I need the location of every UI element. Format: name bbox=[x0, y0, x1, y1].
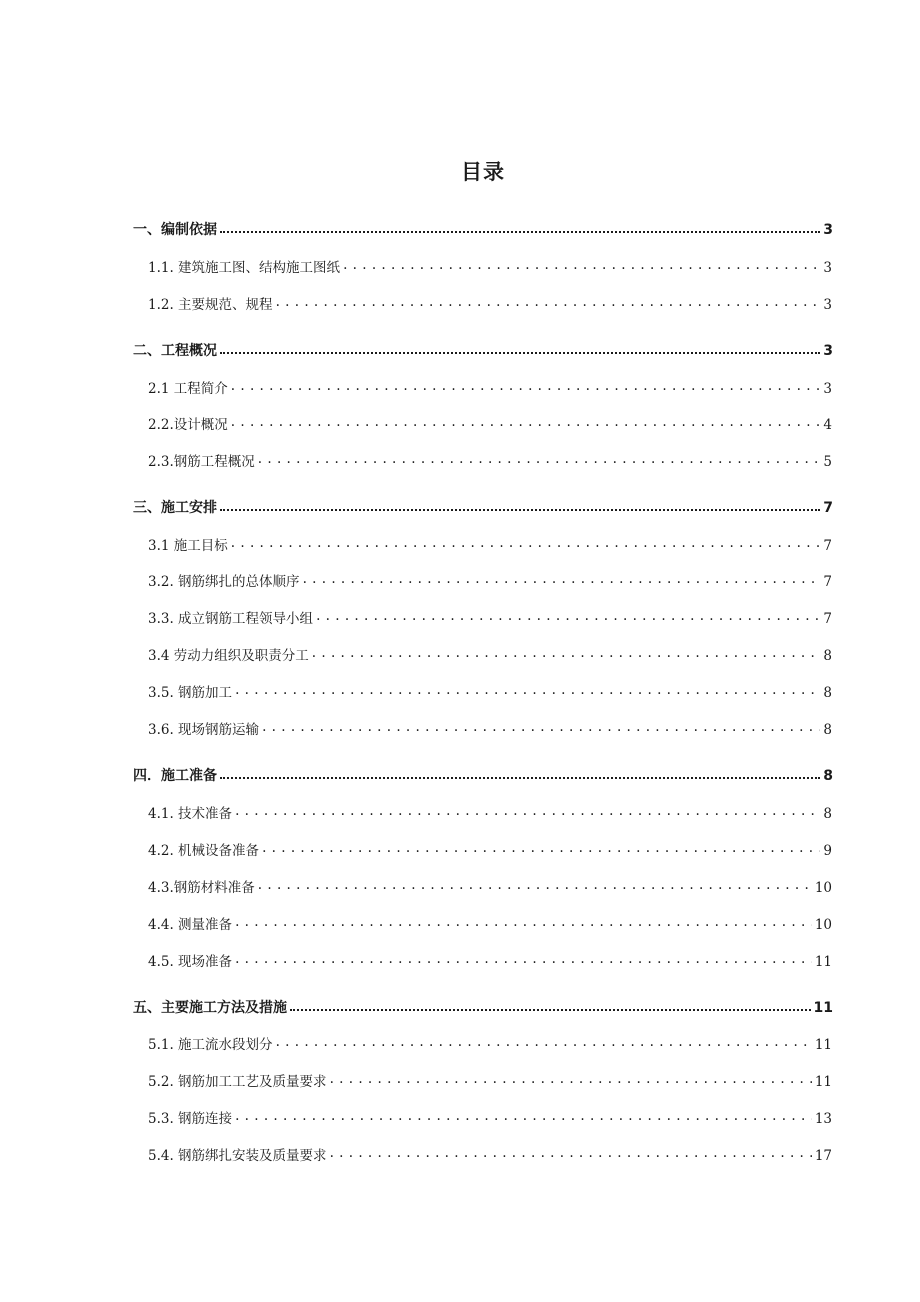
dot-leader bbox=[231, 416, 821, 430]
toc-subsection-entry[interactable] bbox=[148, 1144, 832, 1164]
toc-page-number: 8 bbox=[823, 648, 832, 664]
toc-page-number: 13 bbox=[814, 1111, 832, 1127]
dot-leader bbox=[343, 259, 820, 273]
dot-leader bbox=[258, 453, 821, 467]
toc-title: 目录 bbox=[461, 160, 505, 184]
dot-leader bbox=[220, 231, 820, 233]
dot-leader bbox=[262, 842, 820, 856]
dot-leader bbox=[235, 953, 812, 967]
toc-subsection-entry[interactable] bbox=[148, 950, 832, 970]
toc-page-number: 8 bbox=[823, 768, 833, 784]
toc-section-entry[interactable] bbox=[133, 997, 833, 1017]
toc-subsection-entry[interactable] bbox=[148, 1033, 832, 1053]
toc-page-number: 4 bbox=[823, 417, 832, 433]
toc-entry-label: 3.4 劳动力组织及职责分工 bbox=[148, 648, 309, 664]
toc-entry-label: 三、施工安排 bbox=[133, 500, 217, 516]
toc-subsection-entry[interactable] bbox=[148, 293, 832, 313]
toc-entry-label: 3.5. 钢筋加工 bbox=[148, 685, 233, 701]
toc-entry-label: 4.3.钢筋材料准备 bbox=[148, 880, 255, 896]
dot-leader bbox=[231, 380, 821, 394]
dot-leader bbox=[290, 1009, 811, 1011]
toc-page-number: 7 bbox=[823, 574, 832, 590]
toc-entry-label: 1.2. 主要规范、规程 bbox=[148, 297, 273, 313]
toc-page-number: 3 bbox=[823, 260, 832, 276]
toc-entry-label: 2.2.设计概况 bbox=[148, 417, 228, 433]
toc-entry-label: 4.1. 技术准备 bbox=[148, 806, 233, 822]
dot-leader bbox=[276, 296, 821, 310]
toc-entry-label: 5.1. 施工流水段划分 bbox=[148, 1037, 273, 1053]
toc-page-number: 5 bbox=[823, 454, 832, 470]
dot-leader bbox=[235, 916, 812, 930]
toc-entry-label: 3.2. 钢筋绑扎的总体顺序 bbox=[148, 574, 300, 590]
toc-subsection-entry[interactable] bbox=[148, 802, 832, 822]
toc-subsection-entry[interactable] bbox=[148, 607, 832, 627]
dot-leader bbox=[220, 777, 820, 779]
toc-subsection-entry[interactable] bbox=[148, 413, 832, 433]
toc-page-number: 11 bbox=[814, 954, 832, 970]
toc-page-number: 10 bbox=[814, 880, 832, 896]
toc-subsection-entry[interactable] bbox=[148, 256, 832, 276]
toc-section-entry[interactable] bbox=[133, 497, 833, 517]
dot-leader bbox=[235, 684, 820, 698]
toc-page-number: 3 bbox=[823, 297, 832, 313]
toc-page-number: 3 bbox=[823, 381, 832, 397]
toc-page-number: 3 bbox=[823, 222, 833, 238]
toc-entry-label: 1.1. 建筑施工图、结构施工图纸 bbox=[148, 260, 341, 276]
dot-leader bbox=[235, 805, 820, 819]
dot-leader bbox=[330, 1147, 812, 1161]
toc-entry-label: 4.5. 现场准备 bbox=[148, 954, 233, 970]
toc-page-number: 3 bbox=[823, 343, 833, 359]
toc-page-number: 11 bbox=[814, 1037, 832, 1053]
toc-subsection-entry[interactable] bbox=[148, 876, 832, 896]
toc-entry-label: 四．施工准备 bbox=[133, 768, 217, 784]
toc-entry-label: 五、主要施工方法及措施 bbox=[133, 1000, 287, 1016]
toc-section-entry[interactable] bbox=[133, 765, 833, 785]
dot-leader bbox=[220, 352, 820, 354]
toc-page-number: 11 bbox=[813, 1000, 833, 1016]
toc-entry-label: 3.1 施工目标 bbox=[148, 538, 228, 554]
toc-subsection-entry[interactable] bbox=[148, 1107, 832, 1127]
dot-leader bbox=[235, 1110, 812, 1124]
toc-subsection-entry[interactable] bbox=[148, 839, 832, 859]
toc-entry-label: 5.4. 钢筋绑扎安装及质量要求 bbox=[148, 1148, 327, 1164]
toc-entry-label: 5.3. 钢筋连接 bbox=[148, 1111, 233, 1127]
dot-leader bbox=[303, 573, 821, 587]
dot-leader bbox=[262, 721, 820, 735]
toc-subsection-entry[interactable] bbox=[148, 718, 832, 738]
toc-entry-label: 3.3. 成立钢筋工程领导小组 bbox=[148, 611, 314, 627]
toc-page-number: 9 bbox=[823, 843, 832, 859]
toc-subsection-entry[interactable] bbox=[148, 644, 832, 664]
toc-page-number: 11 bbox=[814, 1074, 832, 1090]
toc-entry-label: 4.4. 测量准备 bbox=[148, 917, 233, 933]
toc-entry-label: 2.1 工程简介 bbox=[148, 381, 228, 397]
toc-entry-label: 2.3.钢筋工程概况 bbox=[148, 454, 255, 470]
toc-subsection-entry[interactable] bbox=[148, 450, 832, 470]
toc-page-number: 7 bbox=[823, 611, 832, 627]
dot-leader bbox=[276, 1036, 812, 1050]
toc-entry-label: 4.2. 机械设备准备 bbox=[148, 843, 260, 859]
toc-subsection-entry[interactable] bbox=[148, 377, 832, 397]
toc-subsection-entry[interactable] bbox=[148, 913, 832, 933]
toc-page-number: 8 bbox=[823, 722, 832, 738]
toc-subsection-entry[interactable] bbox=[148, 681, 832, 701]
dot-leader bbox=[330, 1073, 812, 1087]
dot-leader bbox=[258, 879, 812, 893]
toc-page-number: 17 bbox=[814, 1148, 832, 1164]
toc-page-number: 10 bbox=[814, 917, 832, 933]
dot-leader bbox=[312, 647, 821, 661]
toc-page-number: 8 bbox=[823, 806, 832, 822]
toc-section-entry[interactable] bbox=[133, 340, 833, 360]
toc-entry-label: 5.2. 钢筋加工工艺及质量要求 bbox=[148, 1074, 327, 1090]
toc-page-number: 7 bbox=[823, 500, 833, 516]
toc-entry-label: 一、编制依据 bbox=[133, 222, 217, 238]
dot-leader bbox=[316, 610, 820, 624]
toc-entry-label: 二、工程概况 bbox=[133, 343, 217, 359]
dot-leader bbox=[231, 537, 821, 551]
toc-subsection-entry[interactable] bbox=[148, 534, 832, 554]
toc-subsection-entry[interactable] bbox=[148, 570, 832, 590]
toc-subsection-entry[interactable] bbox=[148, 1070, 832, 1090]
toc-page-number: 7 bbox=[823, 538, 832, 554]
toc-page-number: 8 bbox=[823, 685, 832, 701]
toc-section-entry[interactable] bbox=[133, 219, 833, 239]
toc-entry-label: 3.6. 现场钢筋运输 bbox=[148, 722, 260, 738]
dot-leader bbox=[220, 509, 820, 511]
